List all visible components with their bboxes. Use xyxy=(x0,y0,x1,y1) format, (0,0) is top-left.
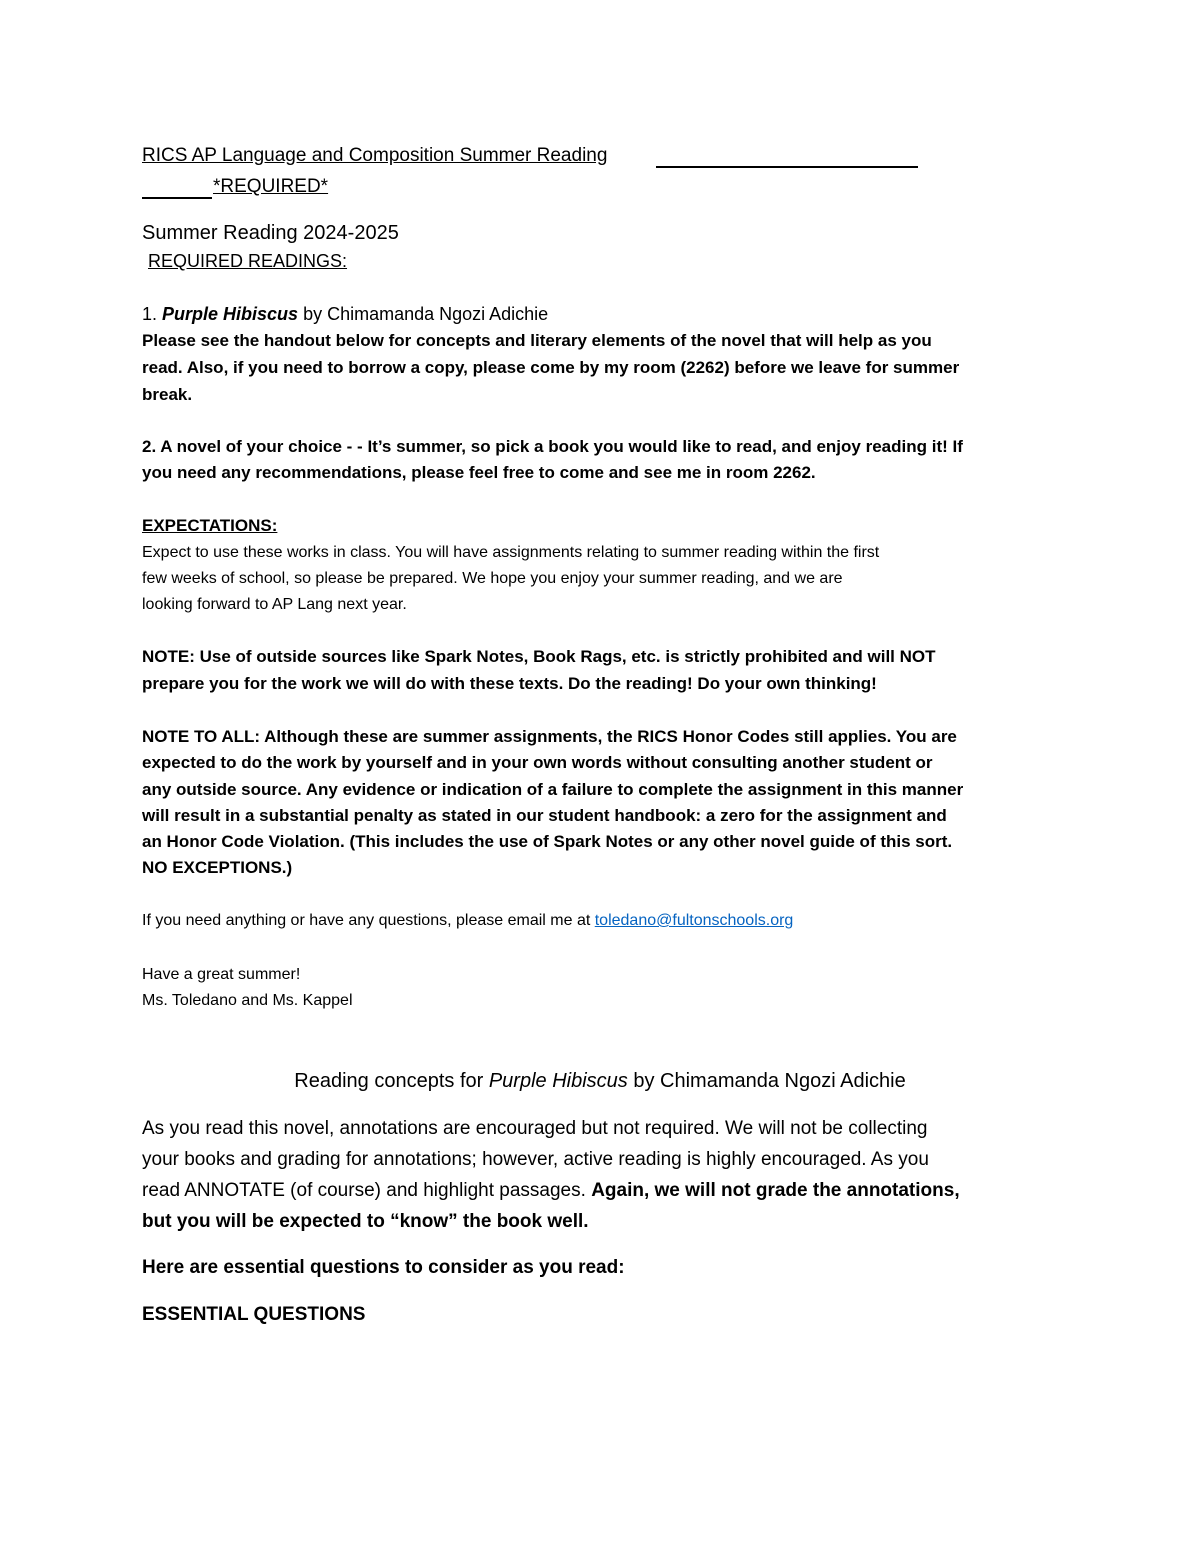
note-all-line-1: NOTE TO ALL: Although these are summer assignments, the RICS Honor Codes still applies. You are xyxy=(142,727,957,746)
required-underline-rule xyxy=(142,197,212,199)
note-all-line-5: an Honor Code Violation. (This includes the use of Spark Notes or any other novel guide of this sort. xyxy=(142,832,953,851)
concepts-para-line-1: As you read this novel, annotations are encouraged but not required. We will not be collecting xyxy=(142,1118,928,1139)
note-line-1: NOTE: Use of outside sources like Spark Notes, Book Rags, etc. is strictly prohibited and will NOT xyxy=(142,647,936,666)
questions-intro: Here are essential questions to consider as you read: xyxy=(142,1257,625,1278)
reading1-number: 1. xyxy=(142,304,163,324)
note-all-line-3: any outside source. Any evidence or indication of a failure to complete the assignment in this manner xyxy=(142,780,964,799)
note-all-line-6: NO EXCEPTIONS.) xyxy=(142,858,293,877)
reading1-line-1: Please see the handout below for concepts and literary elements of the novel that will help as you xyxy=(142,331,932,350)
expectations-line-3: looking forward to AP Lang next year. xyxy=(142,596,407,613)
note-all-line-2: expected to do the work by yourself and in your own words without consulting another student or xyxy=(142,753,933,772)
concepts-heading-title: Purple Hibiscus xyxy=(488,1070,628,1092)
concepts-para-line-3-bold: Again, we will not grade the annotations, xyxy=(591,1180,960,1201)
concepts-para-line-2: your books and grading for annotations; however, active reading is highly encouraged. As you xyxy=(142,1149,929,1170)
contact-line xyxy=(142,910,793,932)
note-all-line-4: will result in a substantial penalty as stated in our student handbook: a zero for the assignment and xyxy=(142,806,947,825)
concepts-heading xyxy=(0,1068,1200,1094)
essential-questions-heading: ESSENTIAL QUESTIONS xyxy=(142,1304,366,1325)
contact-text: If you need anything or have any questions, please email me at xyxy=(142,912,595,929)
required-label: *REQUIRED* xyxy=(213,176,329,197)
email-link[interactable]: toledano@fultonschools.org xyxy=(594,912,794,929)
title-underline-rule xyxy=(656,166,918,168)
signoff-greeting: Have a great summer! xyxy=(142,966,301,983)
reading1-heading xyxy=(142,303,548,325)
reading1-line-3: break. xyxy=(142,385,193,404)
expectations-line-1: Expect to use these works in class. You will have assignments relating to summer reading within the first xyxy=(142,544,880,561)
reading1-line-2: read. Also, if you need to borrow a copy, please come by my room (2262) before we leave for summer xyxy=(142,358,960,377)
concepts-para-line-4: but you will be expected to “know” the book well. xyxy=(142,1211,589,1232)
document-title: RICS AP Language and Composition Summer Reading xyxy=(142,145,608,166)
signoff-names: Ms. Toledano and Ms. Kappel xyxy=(142,992,353,1009)
concepts-para-line-3 xyxy=(142,1178,960,1203)
concepts-para-line-3-normal: read ANNOTATE (of course) and highlight passages. xyxy=(142,1180,592,1201)
reading1-author: by Chimamanda Ngozi Adichie xyxy=(298,304,549,324)
concepts-heading-suffix: by Chimamanda Ngozi Adichie xyxy=(627,1070,906,1092)
expectations-line-2: few weeks of school, so please be prepared. We hope you enjoy your summer reading, and we are xyxy=(142,570,843,587)
note-line-2: prepare you for the work we will do with these texts. Do the reading! Do your own thinking! xyxy=(142,674,877,693)
expectations-heading: EXPECTATIONS: xyxy=(142,516,278,535)
reading1-book-title: Purple Hibiscus xyxy=(162,304,299,324)
reading2-line-2: you need any recommendations, please feel free to come and see me in room 2262. xyxy=(142,463,816,482)
summer-year-heading: Summer Reading 2024-2025 xyxy=(142,222,399,244)
concepts-heading-prefix: Reading concepts for xyxy=(294,1070,489,1092)
required-readings-heading: REQUIRED READINGS: xyxy=(148,251,348,271)
reading2-line-1: 2. A novel of your choice - - It’s summer, so pick a book you would like to read, and enjoy reading it! If xyxy=(142,437,963,456)
